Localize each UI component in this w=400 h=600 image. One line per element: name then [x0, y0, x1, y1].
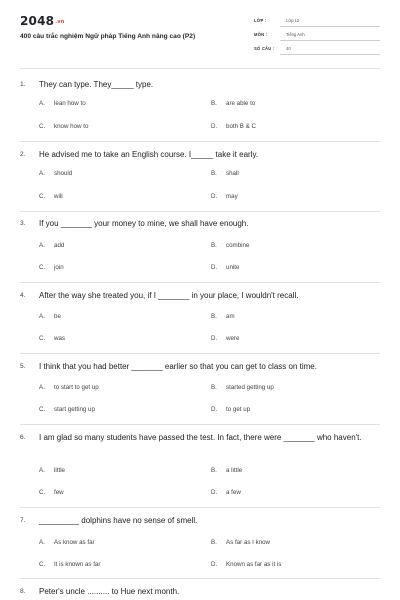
meta-class-line	[280, 26, 380, 27]
option-b[interactable]: B. a little	[211, 467, 243, 474]
option-c[interactable]: C. few	[39, 489, 64, 496]
meta-subject-label: MÔN :	[254, 32, 268, 37]
option-b[interactable]: B. are able to	[211, 100, 256, 107]
option-a[interactable]: A. little	[39, 467, 66, 474]
question-divider	[20, 211, 380, 212]
question-text: I am glad so many students have passed the test. In fact, there were _______ who haven't.	[39, 433, 362, 442]
header-divider	[20, 68, 380, 69]
question-text: I think that you had better _______ earlier so that you can get to class on time.	[39, 362, 317, 371]
option-d[interactable]: D. to get up	[211, 406, 251, 413]
option-d[interactable]: D. Known as far as it is	[211, 561, 282, 568]
question-number: 4.	[20, 292, 26, 299]
option-a[interactable]: A. lean how to	[39, 100, 86, 107]
option-c[interactable]: C. It is known as far	[39, 561, 101, 568]
option-b[interactable]: B. started getting up	[211, 384, 274, 391]
question-text: He advised me to take an English course. I_____ take it early.	[39, 150, 259, 159]
document-header	[0, 0, 400, 68]
question-divider	[20, 507, 380, 508]
option-d[interactable]: D. were	[211, 335, 240, 342]
meta-count-line	[280, 54, 380, 55]
meta-class-value: Lớp 12	[286, 18, 300, 23]
logo-text: 2048	[20, 14, 55, 28]
question-number: 7.	[20, 517, 26, 524]
option-a[interactable]: A. to start to get up	[39, 384, 99, 391]
question-text: If you _______ your money to mine, we shall have enough.	[39, 219, 249, 228]
option-d[interactable]: D. unite	[211, 264, 240, 271]
option-a[interactable]: A. add	[39, 242, 65, 249]
question-divider	[20, 353, 380, 354]
option-c[interactable]: C. join	[39, 264, 64, 271]
option-c[interactable]: C. know how to	[39, 123, 89, 130]
meta-subject-value: Tiếng Anh	[286, 32, 305, 37]
meta-count-label: SỐ CÂU :	[254, 46, 275, 51]
question-text: They can type. They_____ type.	[39, 80, 154, 89]
option-c[interactable]: C. start getting up	[39, 406, 95, 413]
question-text: After the way she treated you, if I _______ in your place, I wouldn't recall.	[39, 291, 299, 300]
question-text: _________ dolphins have no sense of smell.	[39, 516, 198, 525]
option-b[interactable]: B. As far as I know	[211, 539, 271, 546]
question-number: 2.	[20, 151, 26, 158]
meta-subject-row	[254, 29, 380, 42]
site-logo[interactable]	[20, 14, 65, 28]
option-a[interactable]: A. be	[39, 313, 61, 320]
question-number: 8.	[20, 588, 26, 595]
question-divider	[20, 424, 380, 425]
meta-class-label: LỚP :	[254, 18, 267, 23]
question-number: 5.	[20, 363, 26, 370]
logo-suffix: .vn	[55, 18, 65, 25]
option-c[interactable]: C. will	[39, 193, 63, 200]
question-text: Peter's uncle .......... to Hue next month.	[39, 587, 180, 596]
option-b[interactable]: B. combine	[211, 242, 250, 249]
meta-class-row	[254, 15, 380, 28]
option-d[interactable]: D. a few	[211, 489, 241, 496]
meta-count-row	[254, 43, 380, 56]
option-b[interactable]: B. shall	[211, 170, 239, 177]
option-d[interactable]: D. may	[211, 193, 238, 200]
question-number: 1.	[20, 81, 26, 88]
option-a[interactable]: A. should	[39, 170, 73, 177]
option-a[interactable]: A. As know as far	[39, 539, 95, 546]
meta-count-value: 40	[286, 46, 291, 51]
question-number: 3.	[20, 220, 26, 227]
option-d[interactable]: D. both B & C	[211, 123, 256, 130]
option-b[interactable]: B. am	[211, 313, 235, 320]
meta-subject-line	[280, 40, 380, 41]
question-number: 6.	[20, 434, 26, 441]
question-divider	[20, 282, 380, 283]
question-divider	[20, 141, 380, 142]
option-c[interactable]: C. was	[39, 335, 66, 342]
document-title: 400 câu trắc nghiệm Ngữ pháp Tiếng Anh nâng cao (P2)	[20, 33, 196, 40]
question-divider	[20, 578, 380, 579]
